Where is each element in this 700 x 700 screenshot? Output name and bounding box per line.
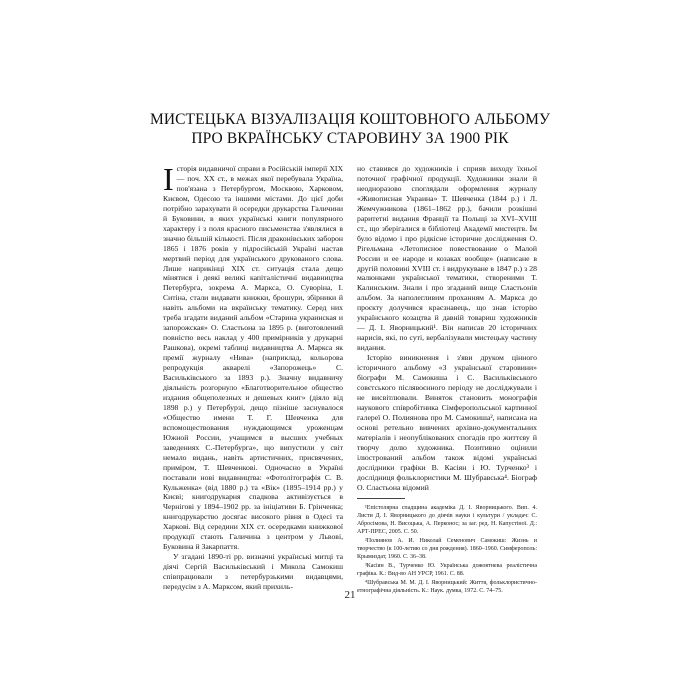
page-number: 21 [344, 589, 356, 601]
footnotes [357, 505, 537, 597]
chapter-title [90, 110, 610, 148]
left-text-column [163, 161, 343, 592]
footnote-separator [357, 498, 405, 499]
body-paragraph [163, 161, 343, 552]
chapter-title-line-1: МИСТЕЦЬКА ВІЗУАЛІЗАЦІЯ КОШТОВНОГО АЛЬБОМУ [149, 111, 551, 128]
drop-cap: І [163, 161, 174, 197]
body-paragraph: Історію виникнення і з'яви друком цінного історичного альбому «З української старовини» біографи М. Самокиша і С. Васильківського совєтського післявоєнного періоду не досліджували і не висвітлювали. Виняток становить монографія наукового співробітника Сімферопольської картинної галереї О. Полиянова про М. Самокиша², написана на основі ретельно вивчених архівно-документальних матеріалів і неопублікованих спогадів про життєву й творчу долю художника. Позитивно оцінили ілюстрований альбом також відомі українські дослідники графіки В. Касіян і Ю. Турченко³ і дослідниця фольклористики М. Шубравська⁴. Біограф О. Сластьона відомий [357, 353, 537, 492]
body-paragraph: но ставився до художників і сприяв виходу їхньої поточної графічної продукції. Художники знали й неодноразово споглядали оформлення журналу «Живописная Украина» Т. Шевченка (1844 р.) і Л. Жемчужникова (1861–1862 рр.), бачили розкішні раритетні видання Франції та Польщі за XVI–XVIII ст., що зберігалися в бібліотеці Академії мистецтв. Їм було відомо і про рідкісне історичне дослідження О. Рігельмана «Летописное повествование о Малой России и ее народе и козаках вообще» (написане в другій половині XVIII ст. і видрукуване в 1847 р.) з 28 малюнками української тематики, створеними Т. Калинським. Знали і про згаданий вище Сластьонів альбом. За наполегливим проханням А. Маркса до проєкту долучився краєзнавець, що знав історію українського козацтва й давній товариш художників — Д. І. Яворницький¹. Він написав 20 історичних нарисів, які, по суті, вербалізували мистецьку частину видання. [357, 164, 537, 353]
footnote: ²Полиянов А. И. Николай Семенович Самокиш: Жизнь и творчество (к 100-летию со дня рождения). 1860–1960. Симферополь: Крымиздат, 1960. С. 36–38. [357, 537, 537, 560]
body-paragraph: У згадані 1890-ті рр. визначні українські митці та діячі Сергій Васильківський і Микола Самокиш співпрацювали з петербурзькими видавцями, передусім з А. Марксом, який прихиль- [163, 552, 343, 592]
chapter-title-line-2: ПРО ВКРАЇНСЬКУ СТАРОВИНУ ЗА 1900 РІК [191, 130, 509, 147]
footnote: ³Касіян В., Турченко Ю. Українська дожовтнева реалістична графіка. К.: Вид-во АН УРСР, 1961. С. 88. [357, 562, 537, 577]
footnote: ¹Епістолярна спадщина академіка Д. І. Яворницького. Вип. 4. Листи Д. І. Яворницького до діячів науки і культури / укладач: С. Абросімова, Н. Висоцька, А. Перконос; за заг. ред. Н. Капустіної. Д.: АРТ-ПРЕС, 2005. С. 50. [357, 505, 537, 535]
paragraph-text: сторія видавничої справи в Російській імперії XIX — поч. XX ст., в межах якої перебувала Україна, пов'язана з Петербургом, Москвою, Харковом, Києвом, Одесою та іншими містами. До цієї доби потрібно зарахувати й осередки друкарства Галичини й Буковини, в яких українські книги популярного характеру і з поля красного письменства з'являлися в значно більшій кількості. Після драконівських заборон 1865 і 1876 років у підросійській Україні настав мертвий період для українського друкованого слова. Лише наприкінці XIX ст. ситуація стала дещо мінятися і деякі великі капіталістичні видавництва Петербурга, зокрема А. Маркса, О. Суворіна, І. Ситіна, стали видавати книжки, брошури, збірники й навіть альбоми на вкраїнську тематику. Серед них треба згадати виданий альбом «Старина украинская и запорожская» О. Сластьона за 1895 р. (виготовлений повністю весь наклад у 400 примірників у друкарні Рашкова), окремі таблиці видавництва А. Маркса як премії журналу «Нива» (наприклад, кольорова репродукція акварелі «Запорожець» С. Васильківського за 1893 р.). Значну видавничу діяльність розгорнуло «Благотворительное общество издания общеполезных и дешевых книг» (діяло від 1898 р.) у Петербурзі, дещо пізніше заснувалося «Общество имени Т. Г. Шевченка для вспомоществования нуждающимся уроженцам Южной России, учащимся в высших учебных заведениях С.-Петербурга», що випустили у світ немало видань, навіть артистичних, присвячених, приміром, Т. Шевченкові. Одночасно в Україні поставали нові видавництва: «Фотолітографія С. В. Кульженка» (від 1880 р.) та «Вік» (1895–1914 рр.) у Києві; книгодрукарня спадкова активізується в Чернігові у 1894–1902 рр. за ініціативи Б. Грінченка; книгодрукарство досягає високого рівня в Одесі та Харкові. Від середини XIX ст. осередками книжкової продукції стають Галичина з центром у Львові, Буковина й Закарпаття. [163, 164, 343, 552]
right-text-column [357, 164, 537, 492]
footnote: ⁴Шубравська М. М. Д. І. Яворницький: Життя, фольклористично-етнографічна діяльність. К.: Наук. думка, 1972. С. 74–75. [357, 579, 537, 594]
